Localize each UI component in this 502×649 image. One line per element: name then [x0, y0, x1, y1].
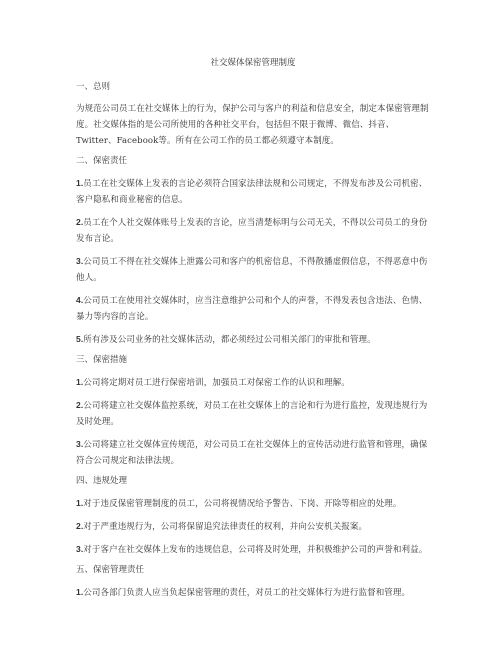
- document-section: [76, 475, 430, 558]
- document-title: 社交媒体保密管理制度: [210, 58, 296, 68]
- paragraph-text: 所有涉及公司业务的社交媒体活动，都必须经过公司相关部门的审批和管理。: [83, 335, 376, 345]
- paragraph: [76, 175, 430, 208]
- document-section: [76, 564, 430, 601]
- section-heading: 五、保密管理责任: [76, 565, 145, 575]
- paragraph: [76, 292, 430, 325]
- paragraph: [76, 374, 430, 391]
- paragraph-number: 3.: [76, 544, 84, 554]
- document-body: [76, 81, 430, 601]
- paragraph-number: 1.: [76, 377, 84, 387]
- paragraph-text: 公司将建立社交媒体宣传规范，对公司员工在社交媒体上的宣传活动进行监管和管理，确保符合公司规定和法律法规。: [76, 440, 428, 466]
- paragraph-number: 3.: [76, 256, 84, 266]
- section-heading: 三、保密措施: [76, 355, 128, 365]
- paragraph-number: 2.: [76, 400, 84, 410]
- paragraph-number: 3.: [76, 439, 84, 449]
- paragraph-number: 4.: [76, 295, 84, 305]
- paragraph-number: 1.: [76, 178, 84, 188]
- paragraph-number: 2.: [76, 521, 84, 531]
- paragraph-text: 公司将定期对员工进行保密培训，加强员工对保密工作的认识和理解。: [83, 378, 350, 388]
- section-heading: 四、违规处理: [76, 476, 128, 486]
- paragraph-text: 公司员工在使用社交媒体时，应当注意维护公司和个人的声誉，不得发表包含违法、色情、暴力等内容的言论。: [76, 296, 428, 322]
- paragraph: [76, 253, 430, 286]
- paragraph-text: 对于客户在社交媒体上发布的违规信息，公司将及时处理，并积极维护公司的声誉和利益。: [83, 545, 428, 555]
- paragraph-text: 员工在社交媒体上发表的言论必须符合国家法律法规和公司规定，不得发布涉及公司机密、客户隐私和商业秘密的信息。: [76, 179, 428, 205]
- paragraph: [76, 518, 430, 535]
- document-section: [76, 155, 430, 348]
- document-section: [76, 81, 430, 149]
- paragraph: [76, 541, 430, 558]
- paragraph-number: 5.: [76, 334, 84, 344]
- paragraph: [76, 584, 430, 601]
- paragraph: [76, 397, 430, 430]
- section-heading: 二、保密责任: [76, 156, 128, 166]
- paragraph: [76, 495, 430, 512]
- paragraph-text: 为规范公司员工在社交媒体上的行为，保护公司与客户的利益和信息安全，制定本保密管理制度。社交媒体指的是公司所使用的各种社交平台，包括但不限于微博、微信、抖音、Twitter、Facebook等。所有在公司工作的员工都必须遵守本制度。: [76, 104, 429, 146]
- paragraph-text: 员工在个人社交媒体账号上发表的言论，应当清楚标明与公司无关，不得以公司员工的身份发布言论。: [76, 218, 428, 244]
- section-heading: 一、总则: [76, 82, 111, 92]
- paragraph-text: 对于违反保密管理制度的员工，公司将视情况给予警告、下岗、开除等相应的处理。: [83, 499, 402, 509]
- paragraph: [76, 214, 430, 247]
- paragraph-number: 1.: [76, 498, 84, 508]
- paragraph-text: 公司员工不得在社交媒体上泄露公司和客户的机密信息，不得散播虚假信息，不得恶意中伤他人。: [76, 257, 428, 283]
- document-section: [76, 354, 430, 469]
- paragraph: [76, 436, 430, 469]
- paragraph: [76, 331, 430, 348]
- paragraph-text: 对于严重违规行为，公司将保留追究法律责任的权利，并向公安机关报案。: [83, 522, 368, 532]
- paragraph-number: 2.: [76, 217, 84, 227]
- paragraph-number: 1.: [76, 587, 84, 597]
- paragraph: [76, 101, 430, 149]
- paragraph-text: 公司将建立社交媒体监控系统，对员工在社交媒体上的言论和行为进行监控，发现违规行为及时处理。: [76, 401, 428, 427]
- paragraph-text: 公司各部门负责人应当负起保密管理的责任，对员工的社交媒体行为进行监督和管理。: [83, 588, 411, 598]
